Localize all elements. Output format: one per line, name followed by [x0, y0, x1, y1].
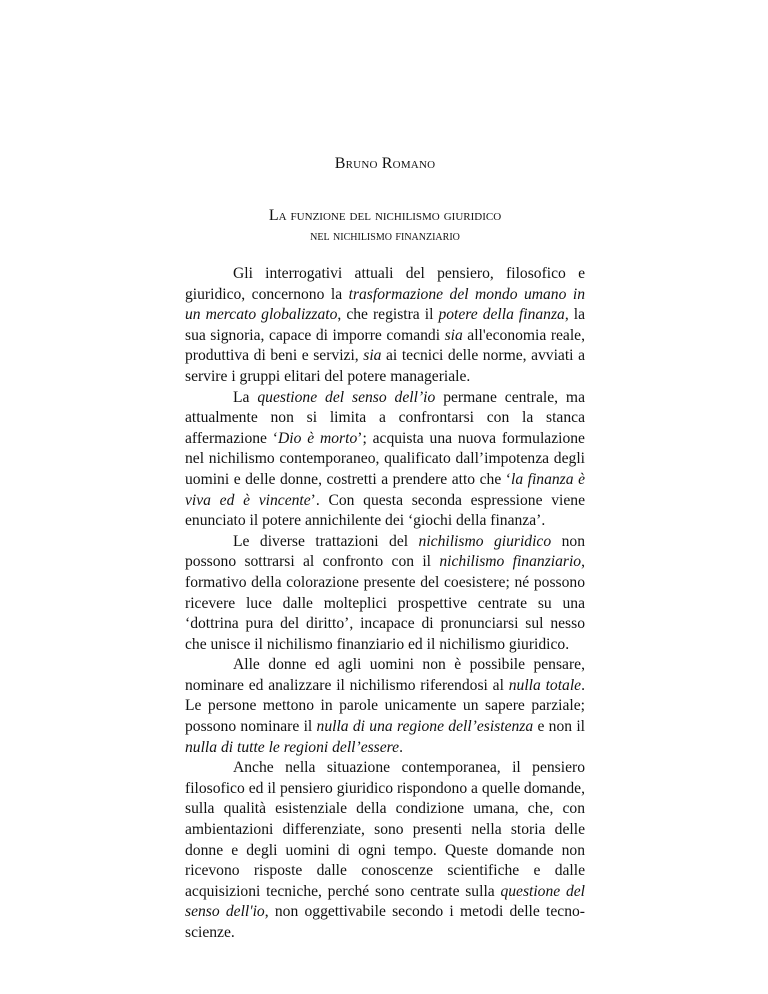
italic-run: Dio è morto — [278, 429, 358, 447]
text-run: permane centrale, ma attualmente non si limita a confrontarsi con la stanca affermazione ‘ — [185, 388, 585, 447]
title-line-1: La funzione del nichilismo giuridico — [268, 207, 502, 224]
text-run: Anche nella situazione contemporanea, il pensiero filosofico ed il pensiero giuridico rispondono a quelle domande, sulla qualità esistenziale della condizione umana, che, con ambientazioni differenziate, sono presenti nella storia delle donne e degli uomini di ogni tempo. Queste domande non ricevono risposte dalle conoscenze scientifiche e dalle acquisizioni tecniche, perché sono centrate sulla — [185, 759, 585, 900]
text-run: ai tecnici delle norme, avviati a servire i gruppi elitari del potere manageriale. — [185, 347, 585, 385]
italic-run: questione del senso dell'io — [185, 882, 585, 921]
text-run: , che registra il — [337, 306, 439, 324]
italic-run: sia — [444, 326, 463, 344]
italic-run: trasformazione del mondo umano in un mercato globalizzato — [185, 285, 586, 324]
paragraph-2 — [185, 388, 585, 532]
text-run: Le diverse trattazioni del — [233, 532, 419, 550]
paragraph-3 — [185, 532, 585, 656]
italic-run: nulla totale — [508, 676, 582, 694]
paragraph-4 — [185, 655, 585, 758]
italic-run: sia — [363, 347, 382, 365]
text-run: ’; acquista una nuova formulazione nel nichilismo contemporaneo, qualificato dall’impotenza degli uomini e delle donne, costretti a prendere atto che ‘ — [185, 429, 585, 488]
title-line-2: nel nichilismo finanziario — [310, 229, 460, 244]
italic-run: potere della finanza — [438, 306, 565, 324]
text-run: non possono sottrarsi al confronto con il — [185, 532, 585, 571]
italic-run: la finanza è viva ed è vincente — [185, 470, 585, 509]
text-run: all'economia reale, produttiva di beni e servizi, — [185, 326, 586, 365]
italic-run: questione del senso dell’io — [257, 388, 436, 406]
italic-run: nulla di una regione dell’esistenza — [316, 718, 534, 736]
text-run: . Le persone mettono in parole unicamente un sapere parziale; possono nominare il — [185, 676, 585, 736]
text-run: La — [233, 388, 258, 406]
text-run: Gli interrogativi attuali del pensiero, filosofico e giuridico, concernono la — [185, 265, 585, 303]
text-run: e non il — [533, 718, 585, 736]
body-text — [185, 264, 585, 944]
author-name: Bruno Romano — [334, 155, 436, 172]
text-run: , la sua signoria, capace di imporre comandi — [185, 306, 585, 344]
italic-run: nichilismo giuridico — [418, 532, 552, 550]
text-run: , non oggettivabile secondo i metodi delle tecno-scienze. — [185, 903, 585, 941]
document-title — [185, 205, 585, 247]
text-run: ’. Con questa seconda espressione viene enunciato il potere annichilente dei ‘giochi della finanza’. — [185, 491, 585, 530]
paragraph-1 — [185, 264, 585, 388]
paragraph-5 — [185, 758, 585, 943]
italic-run: nulla di tutte le regioni dell’essere — [185, 738, 400, 756]
text-run: . — [399, 738, 403, 756]
text-run: , formativo della colorazione presente del coesistere; né possono ricevere luce dalle molteplici prospettive centrate su una ‘dottrina pura del diritto’, incapace di pronunciarsi sul nesso che unisce il nichilismo finanziario ed il nichilismo giuridico. — [185, 553, 585, 653]
italic-run: nichilismo finanziario — [439, 553, 582, 571]
text-run: Alle donne ed agli uomini non è possibile pensare, nominare ed analizzare il nichilismo riferendosi al — [185, 656, 585, 694]
